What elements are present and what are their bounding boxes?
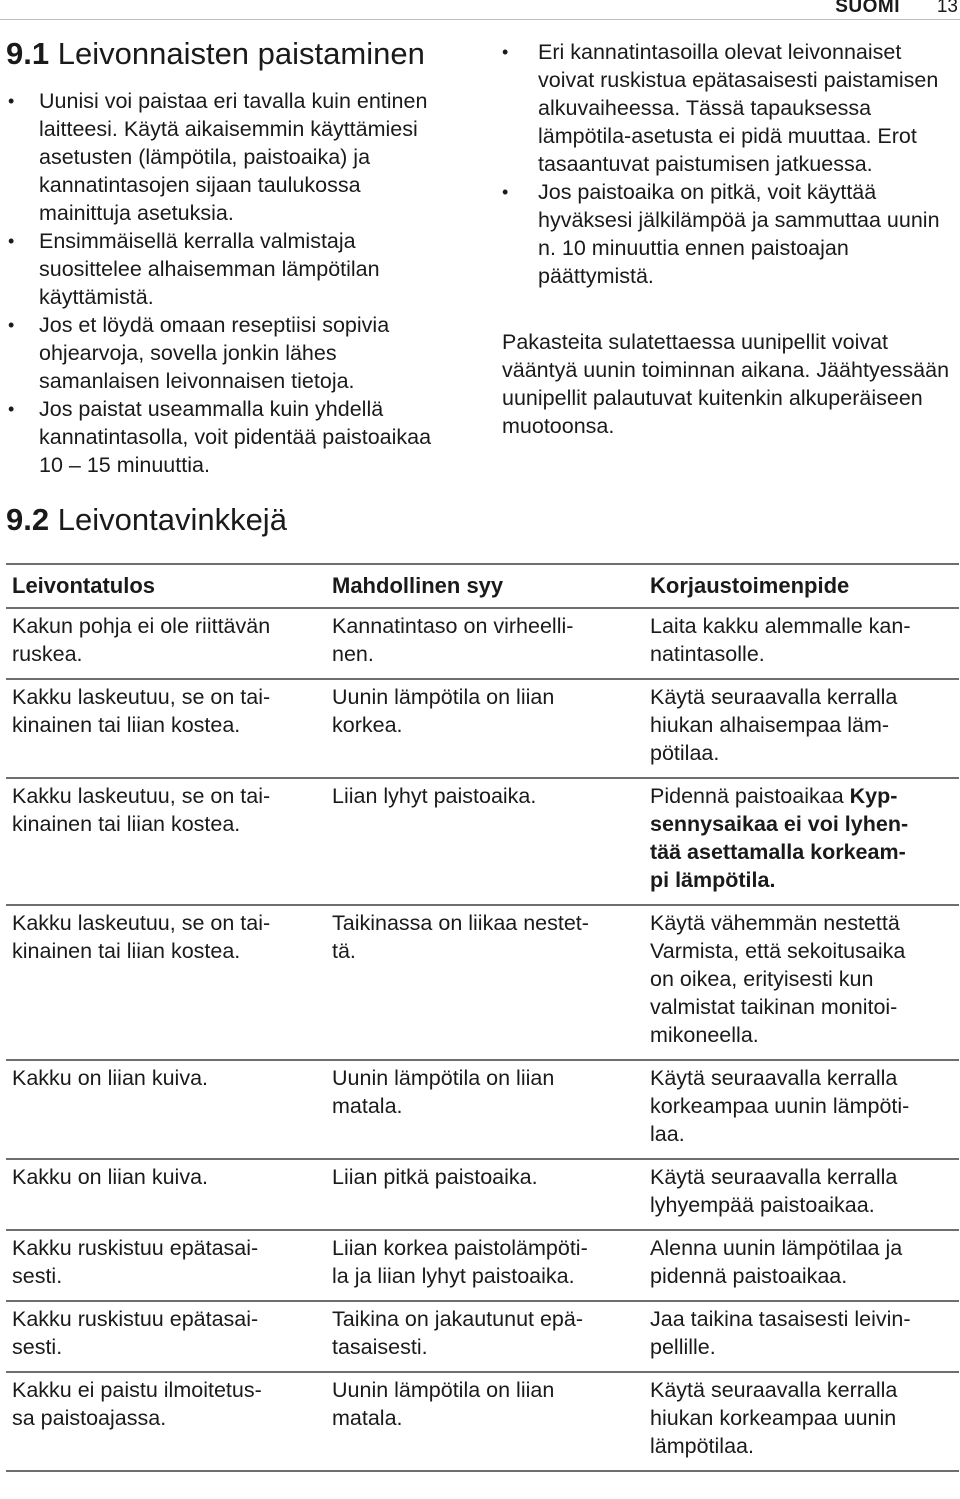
cell-cause: Uunin lämpötila on liian matala. [324,1060,642,1159]
section-9-1-heading [6,36,425,72]
fix-text: Alenna uunin lämpötilaa ja pidennä paistoaikaa. [650,1236,903,1288]
fix-text: Käytä seuraavalla kerralla hiukan alhaisempaa läm- pötilaa. [650,685,898,765]
column-header-fix: Korjaustoimenpide [642,564,959,608]
cell-fix [642,608,959,679]
cell-result: Kakku ruskistuu epätasai- sesti. [6,1301,324,1372]
column-header-cause: Mahdollinen syy [324,564,642,608]
section-9-2-heading [6,502,287,538]
bullet-icon: • [8,91,15,111]
bullet-icon: • [502,42,509,62]
cell-fix [642,1060,959,1159]
page-number: 13 [936,0,958,17]
cell-result: Kakku ruskistuu epätasai- sesti. [6,1230,324,1301]
cell-cause: Liian korkea paistolämpöti- la ja liian lyhyt paistoaika. [324,1230,642,1301]
bullet-text: Jos et löydä omaan reseptiisi sopivia ohjearvoja, sovella jonkin lähes samanlaisen leivonnaisen tietoja. [39,313,390,393]
section-9-2-title: Leivontavinkkejä [57,502,287,537]
cell-fix [642,905,959,1060]
bullet-text: Jos paistat useammalla kuin yhdellä kannatintasolla, voit pidentää paistoaikaa 10 – 15 minuuttia. [39,397,432,477]
left-bullet-list [6,87,446,479]
fix-text: Käytä vähemmän nestettä Varmista, että sekoitusaika on oikea, erityisesti kun valmistat taikinan monitoi- mikoneella. [650,911,906,1047]
header-rule [0,19,960,20]
bullet-icon: • [502,182,509,202]
bullet-icon: • [8,231,15,251]
cell-cause: Taikinassa on liikaa nestet- tä. [324,905,642,1060]
cell-fix [642,1159,959,1230]
cell-cause: Liian pitkä paistoaika. [324,1159,642,1230]
table-row [6,679,959,778]
fix-text: Käytä seuraavalla kerralla korkeampaa uunin lämpöti- laa. [650,1066,910,1146]
table-row [6,1372,959,1471]
bullet-text: Jos paistoaika on pitkä, voit käyttää hyväksesi jälkilämpöä ja sammuttaa uunin n. 10 minuuttia ennen paistoajan päättymistä. [538,180,940,288]
table-row [6,778,959,905]
cell-result: Kakku laskeutuu, se on tai- kinainen tai liian kostea. [6,778,324,905]
cell-result: Kakku ei paistu ilmoitetus- sa paistoajassa. [6,1372,324,1471]
baking-tips-table [6,563,959,1472]
table-row [6,1301,959,1372]
fix-text: Käytä seuraavalla kerralla hiukan korkeampaa uunin lämpötilaa. [650,1378,898,1458]
table-header-row [6,564,959,608]
bullet-item [6,227,446,311]
section-9-1-number: 9.1 [6,36,50,71]
column-header-result: Leivontatulos [6,564,324,608]
section-9-1-title: Leivonnaisten paistaminen [57,36,425,71]
bullet-item [472,178,960,290]
fix-text: Käytä seuraavalla kerralla lyhyempää paistoaikaa. [650,1165,898,1217]
bullet-item [472,38,960,178]
fix-text: Pidennä paistoaikaa [650,784,850,808]
cell-cause: Taikina on jakautunut epä- tasaisesti. [324,1301,642,1372]
cell-cause: Uunin lämpötila on liian korkea. [324,679,642,778]
table-row [6,1159,959,1230]
cell-fix [642,1230,959,1301]
bullet-icon: • [8,399,15,419]
right-bullet-list [472,38,960,290]
cell-fix [642,778,959,905]
cell-cause: Liian lyhyt paistoaika. [324,778,642,905]
cell-cause: Kannatintaso on virheelli- nen. [324,608,642,679]
bullet-item [6,311,446,395]
bullet-text: Uunisi voi paistaa eri tavalla kuin entinen laitteesi. Käytä aikaisemmin käyttämiesi asetusten (lämpötila, paistoaika) ja kannatintasojen sijaan taulukossa mainittuja asetuksia. [39,89,428,225]
frozen-food-paragraph: Pakasteita sulatettaessa uunipellit voivat vääntyä uunin toiminnan aikana. Jäähtyessään uunipellit palautuvat kuitenkin alkuperäiseen muotoonsa. [502,330,950,438]
table-row [6,1060,959,1159]
bullet-text: Eri kannatintasoilla olevat leivonnaiset voivat ruskistua epätasaisesti paistamisen alkuvaiheessa. Tässä tapauksessa lämpötila-asetusta ei pidä muuttaa. Erot tasaantuvat paistumisen jatkuessa. [538,40,939,176]
fix-text: Laita kakku alemmalle kan- natintasolle. [650,614,911,666]
bullet-item [6,87,446,227]
cell-fix [642,679,959,778]
fix-bold-text: Kyp- sennysaikaa ei voi lyhen- tää asettamalla korkeam- pi lämpötila. [650,784,909,892]
cell-result: Kakku laskeutuu, se on tai- kinainen tai liian kostea. [6,679,324,778]
cell-result: Kakku on liian kuiva. [6,1060,324,1159]
cell-fix [642,1301,959,1372]
cell-cause: Uunin lämpötila on liian matala. [324,1372,642,1471]
page-header [0,0,960,20]
table-row [6,608,959,679]
bullet-text: Ensimmäisellä kerralla valmistaja suosittelee alhaisemman lämpötilan käyttämistä. [39,229,380,309]
bullet-icon: • [8,315,15,335]
table-row [6,1230,959,1301]
cell-result: Kakun pohja ei ole riittävän ruskea. [6,608,324,679]
fix-text: Jaa taikina tasaisesti leivin- pellille. [650,1307,911,1359]
cell-fix [642,1372,959,1471]
bullet-item [6,395,446,479]
section-9-2-number: 9.2 [6,502,50,537]
cell-result: Kakku laskeutuu, se on tai- kinainen tai liian kostea. [6,905,324,1060]
header-language: SUOMI [835,0,900,17]
table-row [6,905,959,1060]
cell-result: Kakku on liian kuiva. [6,1159,324,1230]
